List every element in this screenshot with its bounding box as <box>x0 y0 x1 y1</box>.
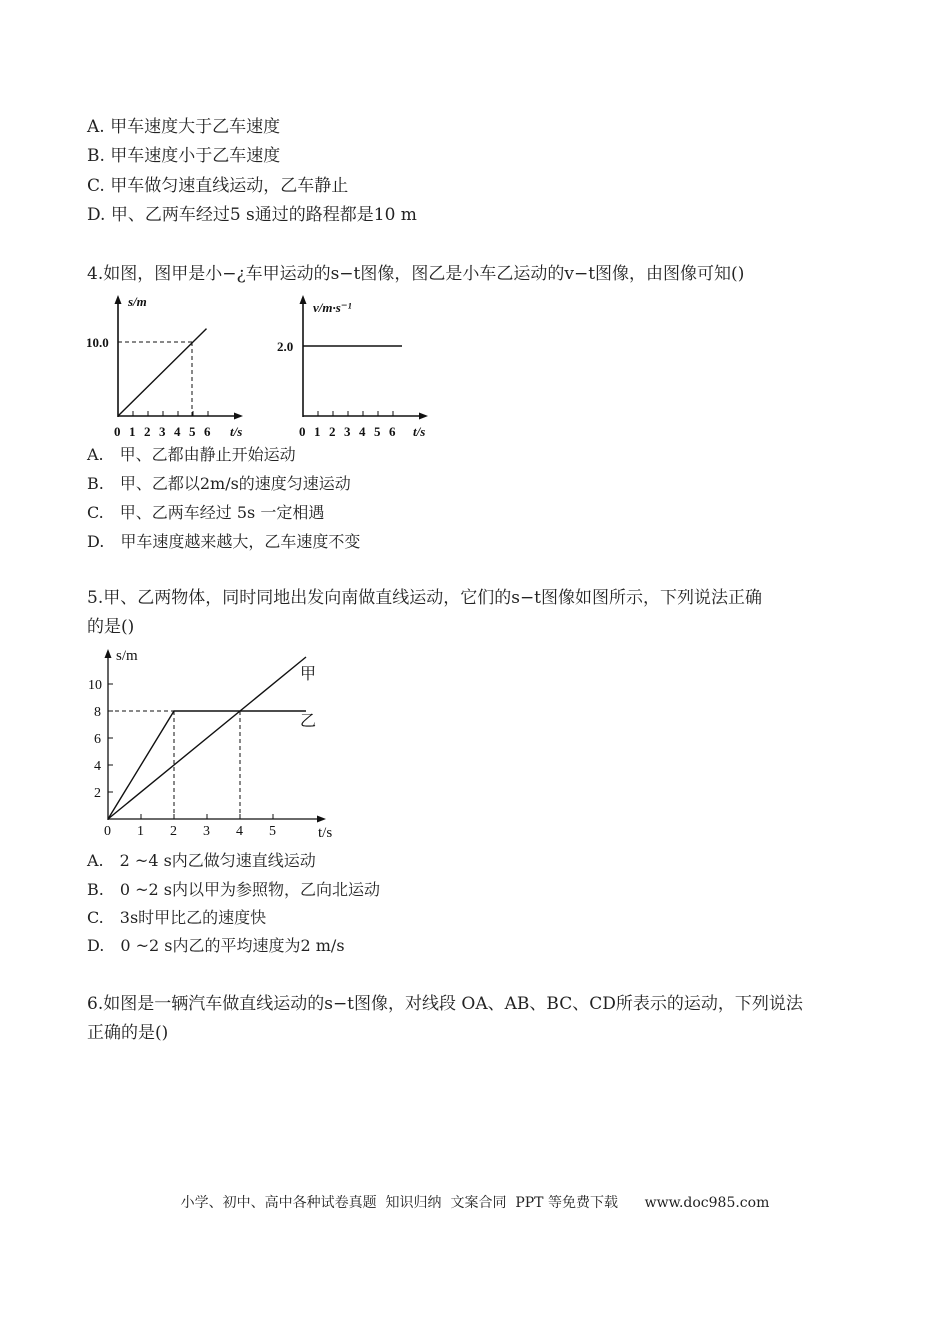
q5-option-a: A. 2 ~4 s内乙做匀速直线运动 <box>87 851 316 870</box>
x-axis-label: t/s <box>230 424 243 439</box>
q5-y-tick-label-2: 2 <box>94 786 101 801</box>
q5-x-tick-label-1: 1 <box>137 824 144 839</box>
q5-x-tick-label-5: 5 <box>269 824 276 839</box>
legend-yi: 乙 <box>300 713 317 730</box>
x-tick-label-5: 5 <box>189 424 196 439</box>
q4-stem: 4.如图，图甲是小−¿车甲运动的s−t图像，图乙是小车乙运动的v−t图像，由图像可知() <box>87 264 745 284</box>
y-mark: 10.0 <box>86 335 109 350</box>
x-tick-label-3: 3 <box>344 424 351 439</box>
x-tick-label-0: 0 <box>299 424 306 439</box>
q4-figure-b <box>265 292 445 442</box>
q3-option-d: D. 甲、乙两车经过5 s通过的路程都是10 m <box>87 205 417 225</box>
q5-stem-line2: 的是() <box>87 617 135 637</box>
x-tick-label-3: 3 <box>159 424 166 439</box>
y-axis-label: s/m <box>116 648 138 664</box>
x-tick-label-6: 6 <box>389 424 396 439</box>
x-axis-arrow <box>234 413 243 420</box>
q5-y-tick-label-10: 10 <box>88 678 102 693</box>
q3-option-b: B. 甲车速度小于乙车速度 <box>87 146 281 166</box>
x-tick-label-2: 2 <box>329 424 336 439</box>
x-tick-label-2: 2 <box>144 424 151 439</box>
q5-x-tick-label-3: 3 <box>203 824 210 839</box>
q4-option-a: A. 甲、乙都由静止开始运动 <box>87 445 296 464</box>
y-axis-arrow <box>105 649 112 658</box>
x-axis-arrow <box>419 413 428 420</box>
q4-figure-a <box>80 292 260 442</box>
q5-option-c: C. 3s时甲比乙的速度快 <box>87 908 267 927</box>
y-mark: 2.0 <box>277 339 294 354</box>
q3-option-a: A. 甲车速度大于乙车速度 <box>87 117 281 137</box>
q5-y-tick-label-8: 8 <box>94 705 101 720</box>
q4-option-c: C. 甲、乙两车经过 5s 一定相遇 <box>87 503 325 522</box>
y-axis-arrow <box>115 295 122 304</box>
q5-option-d: D. 0 ~2 s内乙的平均速度为2 m/s <box>87 936 345 955</box>
q5-y-tick-label-6: 6 <box>94 732 101 747</box>
line-jia <box>108 657 306 819</box>
q4-option-d: D. 甲车速度越来越大，乙车速度不变 <box>87 532 361 551</box>
y-axis-label: v/m·s⁻¹ <box>313 300 352 315</box>
x-axis-arrow <box>317 816 326 823</box>
q6-stem-line1: 6.如图是一辆汽车做直线运动的s−t图像，对线段 OA、AB、BC、CD所表示的运动，下列说法 <box>87 994 803 1014</box>
q5-figure <box>80 645 350 845</box>
q5-x-tick-label-0: 0 <box>104 824 111 839</box>
x-tick-label-1: 1 <box>314 424 321 439</box>
q3-option-c: C. 甲车做匀速直线运动，乙车静止 <box>87 176 349 196</box>
q5-option-b: B. 0 ~2 s内以甲为参照物，乙向北运动 <box>87 880 380 899</box>
x-tick-label-4: 4 <box>174 424 181 439</box>
y-axis-label: s/m <box>128 294 147 309</box>
x-tick-label-0: 0 <box>114 424 121 439</box>
q5-y-tick-label-4: 4 <box>94 759 101 774</box>
x-tick-label-4: 4 <box>359 424 366 439</box>
x-tick-label-1: 1 <box>129 424 136 439</box>
q4-option-b: B. 甲、乙都以2m/s的速度匀速运动 <box>87 474 351 493</box>
legend-jia: 甲 <box>300 666 317 683</box>
x-tick-label-6: 6 <box>204 424 211 439</box>
x-axis-label: t/s <box>318 825 333 841</box>
y-axis-arrow <box>300 295 307 304</box>
x-tick-label-5: 5 <box>374 424 381 439</box>
q5-x-tick-label-2: 2 <box>170 824 177 839</box>
q5-x-tick-label-4: 4 <box>236 824 243 839</box>
page-footer: 小学、初中、高中各种试卷真题 知识归纳 文案合同 PPT 等免费下载 www.doc985.com <box>180 1195 770 1211</box>
x-axis-label: t/s <box>413 424 426 439</box>
q6-stem-line2: 正确的是() <box>87 1023 169 1043</box>
line-yi <box>108 711 306 819</box>
q5-stem-line1: 5.甲、乙两物体，同时同地出发向南做直线运动，它们的s−t图像如图所示，下列说法正确 <box>87 588 763 608</box>
